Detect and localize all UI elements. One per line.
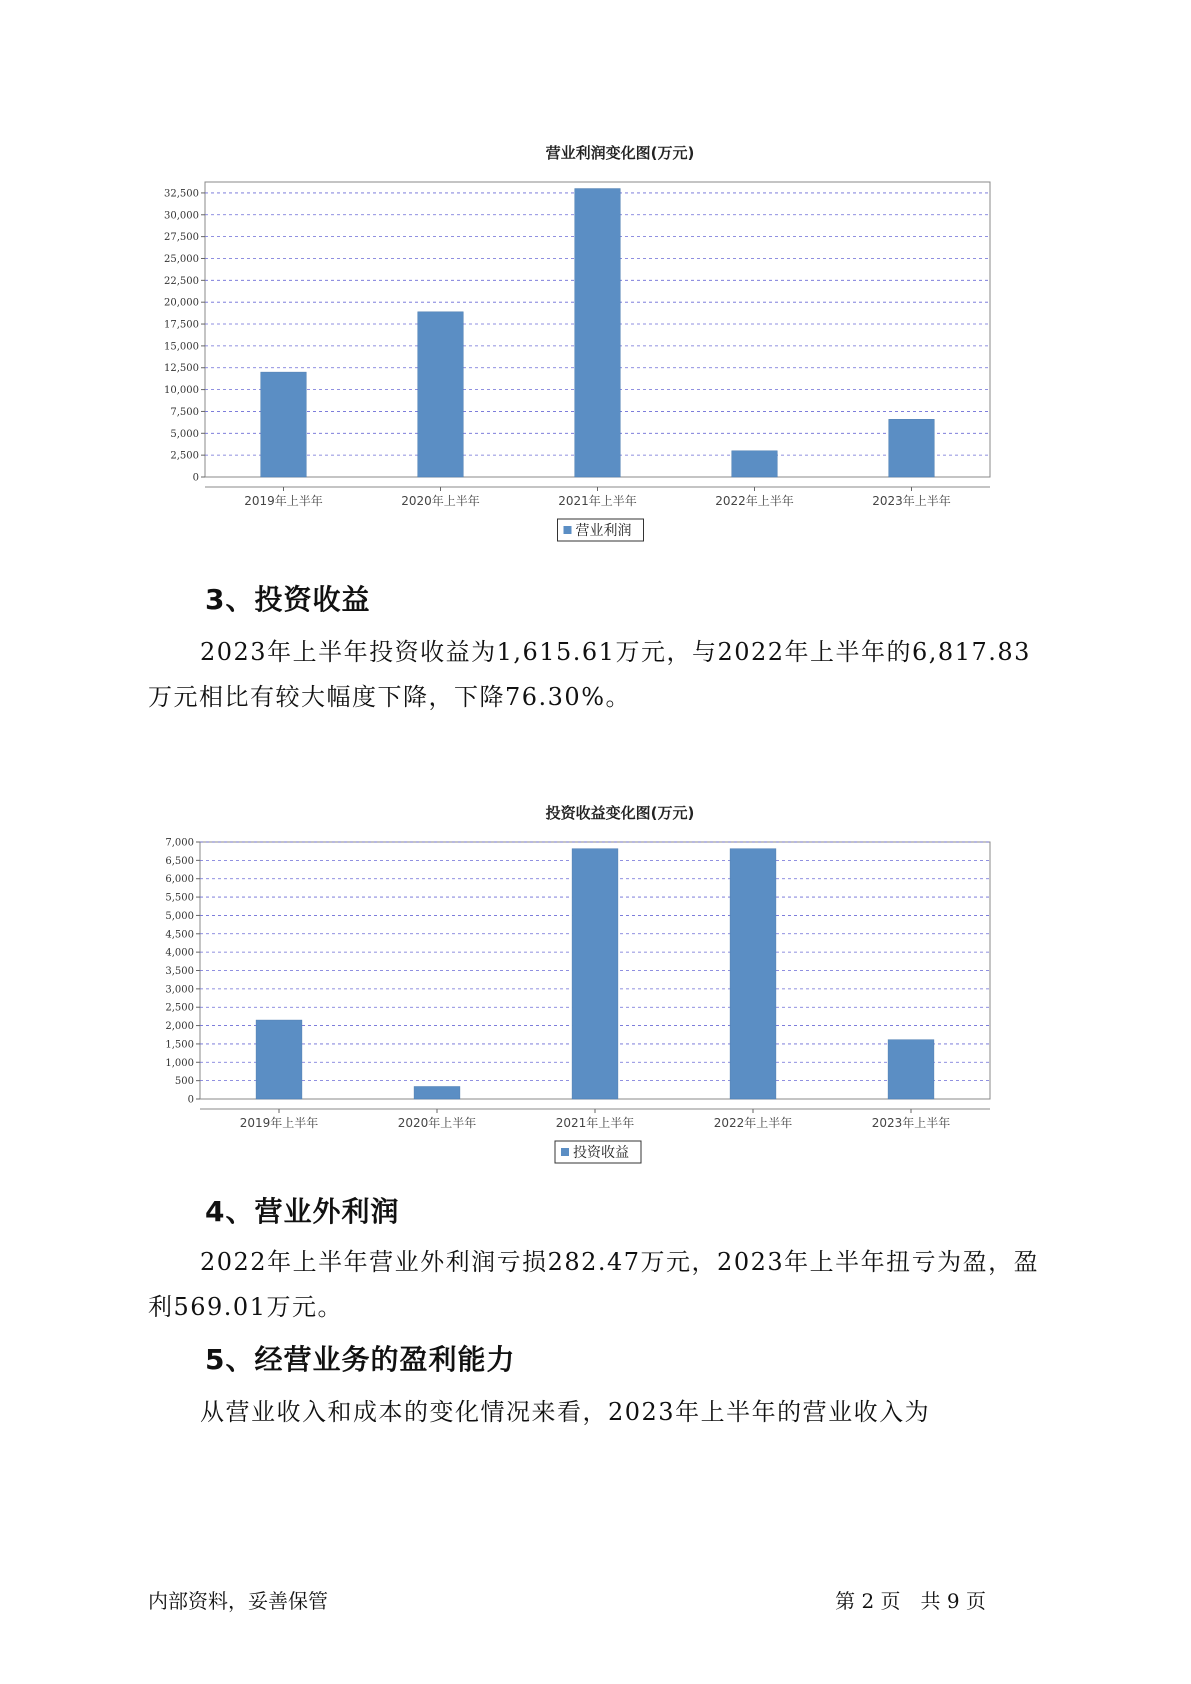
x-tick-label: 2021年上半年 [555, 1116, 635, 1130]
y-tick-label: 10,000 [164, 385, 199, 397]
bar-2 [418, 312, 464, 477]
bar-5 [889, 419, 935, 477]
x-tick-label: 2019年上半年 [244, 494, 323, 508]
bar-4 [730, 849, 776, 1099]
legend [555, 1141, 641, 1163]
investment-income-chart [150, 800, 1030, 1170]
bar-5 [888, 1040, 934, 1099]
legend-swatch [564, 526, 572, 534]
y-tick-label: 2,500 [170, 450, 199, 462]
x-tick-label: 2022年上半年 [713, 1116, 793, 1130]
paragraph-investment-income: 2023年上半年投资收益为1,615.61万元，与2022年上半年的6,817.83万元相比有较大幅度下降，下降76.30%。 [148, 638, 1031, 711]
y-tick-label: 1,000 [165, 1057, 194, 1069]
bar-3 [575, 189, 621, 477]
legend-swatch [561, 1148, 569, 1156]
bar-4 [732, 451, 778, 477]
y-tick-label: 25,000 [164, 253, 199, 265]
y-tick-label: 1,500 [165, 1039, 194, 1051]
y-tick-label: 17,500 [164, 319, 199, 331]
paragraph-profitability: 从营业收入和成本的变化情况来看，2023年上半年的营业收入为 [200, 1398, 931, 1426]
section-heading-investment-income: 3、投资收益 [205, 583, 371, 616]
y-tick-label: 7,500 [170, 406, 199, 418]
chart-title: 营业利润变化图(万元) [545, 144, 695, 162]
x-tick-label: 2023年上半年 [872, 494, 951, 508]
bar-3 [572, 849, 618, 1099]
y-tick-label: 32,500 [164, 188, 199, 200]
x-tick-label: 2021年上半年 [558, 494, 637, 508]
footer-page-number: 第 2 页 共 9 页 [835, 1589, 986, 1613]
footer-left-note: 内部资料，妥善保管 [148, 1589, 328, 1613]
x-tick-label: 2019年上半年 [239, 1116, 319, 1130]
y-tick-label: 27,500 [164, 232, 199, 244]
y-tick-label: 12,500 [164, 363, 199, 375]
y-tick-label: 2,500 [165, 1002, 194, 1014]
legend [558, 519, 644, 541]
y-tick-label: 5,500 [165, 892, 194, 904]
bar-1 [256, 1020, 302, 1099]
y-tick-label: 5,000 [170, 428, 199, 440]
chart-title: 投资收益变化图(万元) [545, 804, 695, 822]
x-tick-label: 2020年上半年 [397, 1116, 477, 1130]
x-tick-label: 2023年上半年 [871, 1116, 951, 1130]
y-tick-label: 7,000 [165, 837, 194, 849]
legend-label: 投资收益 [573, 1145, 629, 1161]
legend-label: 营业利润 [575, 523, 632, 539]
bar-1 [261, 372, 307, 477]
y-tick-label: 4,000 [165, 947, 194, 959]
y-tick-label: 0 [192, 472, 199, 484]
y-tick-label: 6,500 [165, 855, 194, 867]
bar-2 [414, 1087, 460, 1099]
y-tick-label: 5,000 [165, 910, 194, 922]
operating-profit-chart [150, 140, 1030, 550]
y-tick-label: 4,500 [165, 929, 194, 941]
y-tick-label: 20,000 [164, 297, 199, 309]
operating-profit-chart-svg [150, 140, 1030, 550]
y-tick-label: 3,000 [165, 984, 194, 996]
section-heading-profitability: 5、经营业务的盈利能力 [205, 1343, 516, 1376]
paragraph-non-operating-profit: 2022年上半年营业外利润亏损282.47万元，2023年上半年扭亏为盈，盈利569.01万元。 [148, 1248, 1040, 1321]
x-tick-label: 2022年上半年 [715, 494, 794, 508]
investment-income-chart-svg [150, 800, 1030, 1170]
y-tick-label: 30,000 [164, 210, 199, 222]
y-tick-label: 500 [174, 1076, 194, 1088]
y-tick-label: 22,500 [164, 275, 199, 287]
y-tick-label: 0 [187, 1094, 194, 1106]
y-tick-label: 15,000 [164, 341, 199, 353]
section-heading-non-operating-profit: 4、营业外利润 [205, 1195, 400, 1228]
y-tick-label: 3,500 [165, 966, 194, 977]
y-tick-label: 2,000 [165, 1021, 194, 1033]
y-tick-label: 6,000 [165, 874, 194, 886]
x-tick-label: 2020年上半年 [401, 494, 480, 508]
